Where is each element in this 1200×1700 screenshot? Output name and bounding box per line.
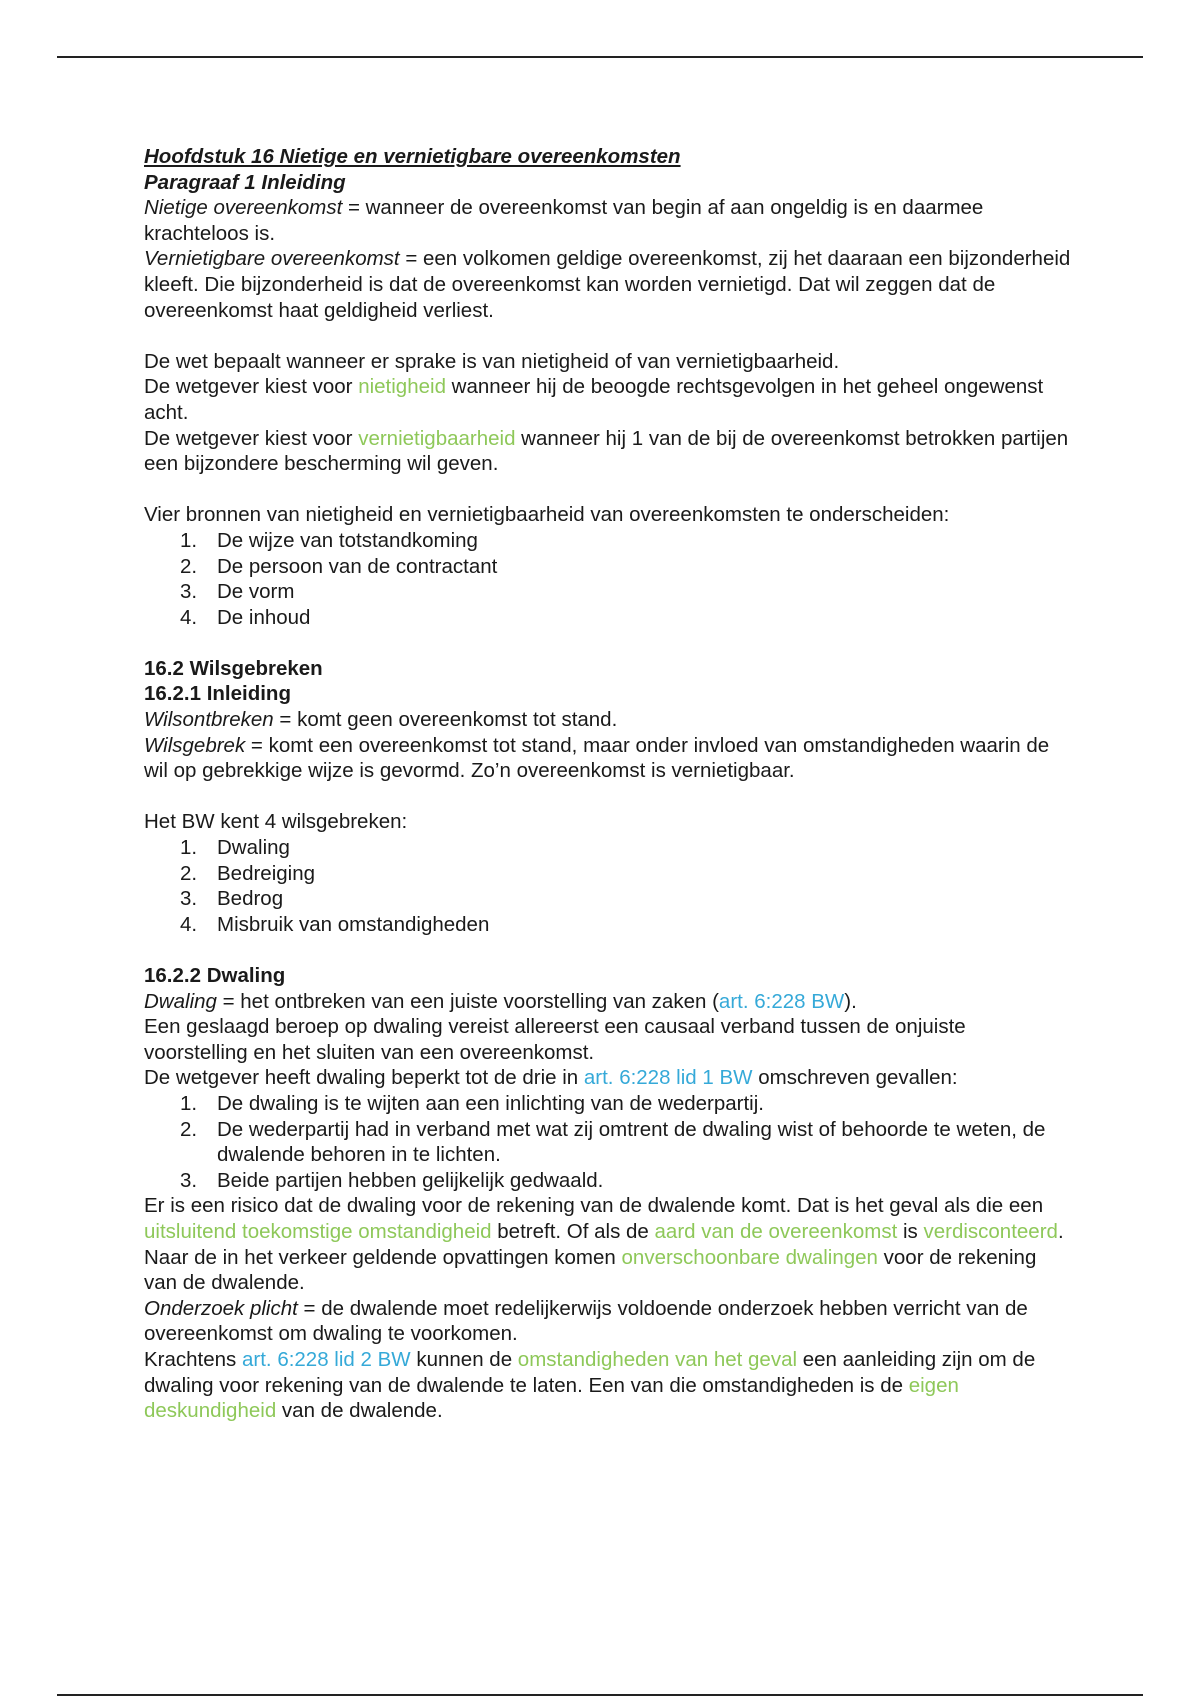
footer-rule bbox=[57, 1694, 1143, 1696]
list-item: 2. De wederpartij had in verband met wat zij omtrent de dwaling wist of behoorde te weten, de dwalende behoren in te lichten. bbox=[180, 1117, 1046, 1167]
term: Onderzoek plicht bbox=[144, 1296, 298, 1320]
term: Wilsgebrek bbox=[144, 733, 246, 757]
term: Nietige overeenkomst bbox=[144, 196, 343, 220]
list-item: 3. De vorm bbox=[180, 580, 295, 604]
highlight-term: uitsluitend toekomstige omstandigheid bbox=[144, 1219, 492, 1243]
paragraph: Vier bronnen van nietigheid en vernietigbaarheid van overeenkomsten te onderscheiden: bbox=[144, 503, 950, 527]
term: Wilsontbreken bbox=[144, 708, 274, 732]
paragraph: De wet bepaalt wanneer er sprake is van nietigheid of van vernietigbaarheid. bbox=[144, 349, 840, 373]
term: Vernietigbare overeenkomst bbox=[144, 247, 400, 271]
list-item: 1. Dwaling bbox=[180, 836, 290, 860]
section-heading: 16.2.1 Inleiding bbox=[144, 682, 291, 706]
header-rule bbox=[57, 56, 1143, 58]
paragraph: De wetgever heeft dwaling beperkt tot de drie in art. 6:228 lid 1 BW omschreven gevallen: bbox=[144, 1066, 958, 1090]
highlight-term: eigen deskundigheid bbox=[144, 1373, 959, 1423]
sources-list bbox=[144, 528, 1074, 630]
definition-onderzoek-plicht: Onderzoek plicht = de dwalende moet redelijkerwijs voldoende onderzoek hebben verricht van de overeenkomst om dwaling te voorkomen. bbox=[144, 1296, 1028, 1346]
highlight-term: omstandigheden van het geval bbox=[517, 1347, 798, 1371]
paragraph-title: Paragraaf 1 Inleiding bbox=[144, 170, 346, 194]
highlight-term: vernietigbaarheid bbox=[358, 426, 516, 450]
paragraph: De wetgever kiest voor nietigheid wanneer hij de beoogde rechtsgevolgen in het geheel ongewenst acht. bbox=[144, 375, 1044, 424]
list-item: 3. Beide partijen hebben gelijkelijk gedwaald. bbox=[180, 1168, 604, 1192]
law-reference: art. 6:228 BW bbox=[718, 989, 845, 1013]
highlight-term: nietigheid bbox=[358, 375, 446, 399]
paragraph: Naar de in het verkeer geldende opvattingen komen onverschoonbare dwalingen voor de rekening van de dwalende. bbox=[144, 1245, 1037, 1295]
list-item: 2. Bedreiging bbox=[180, 861, 316, 885]
paragraph: De wetgever kiest voor vernietigbaarheid wanneer hij 1 van de bij de overeenkomst betrokken partijen een bijzondere bescherming wil geven. bbox=[144, 426, 1069, 476]
law-reference: art. 6:228 lid 2 BW bbox=[242, 1347, 411, 1371]
dwaling-cases-list bbox=[144, 1091, 1074, 1193]
definition-wilsgebrek: Wilsgebrek = komt een overeenkomst tot stand, maar onder invloed van omstandigheden waarin de wil op gebrekkige wijze is gevormd. Zo’n overeenkomst is vernietigbaar. bbox=[144, 733, 1050, 783]
law-reference: art. 6:228 lid 1 BW bbox=[583, 1066, 753, 1090]
list-item: 1. De dwaling is te wijten aan een inlichting van de wederpartij. bbox=[180, 1091, 764, 1115]
definition-wilsontbreken: Wilsontbreken = komt geen overeenkomst tot stand. bbox=[144, 708, 618, 732]
list-item: 2. De persoon van de contractant bbox=[180, 554, 498, 578]
list-item: 4. De inhoud bbox=[180, 605, 311, 629]
definition-dwaling: Dwaling = het ontbreken van een juiste voorstelling van zaken (art. 6:228 BW). bbox=[144, 989, 857, 1013]
paragraph: Het BW kent 4 wilsgebreken: bbox=[144, 810, 408, 834]
definition-vernietigbare-overeenkomst: Vernietigbare overeenkomst = een volkomen geldige overeenkomst, zij het daaraan een bijzonderheid kleeft. Die bijzonderheid is dat de overeenkomst kan worden vernietigd. Dat wil zeggen dat de overeenkomst haat geldigheid verliest. bbox=[144, 247, 1071, 322]
paragraph: Krachtens art. 6:228 lid 2 BW kunnen de omstandigheden van het geval een aanleiding zijn om de dwaling voor rekening van de dwalende te laten. Een van die omstandigheden is de eigen deskundigheid van de dwalende. bbox=[144, 1347, 1036, 1423]
definition-nietige-overeenkomst: Nietige overeenkomst = wanneer de overeenkomst van begin af aan ongeldig is en daarmee krachteloos is. bbox=[144, 196, 984, 245]
highlight-term: verdisconteerd bbox=[923, 1219, 1058, 1243]
wilsgebreken-list bbox=[144, 835, 1074, 937]
list-item: 3. Bedrog bbox=[180, 887, 284, 911]
highlight-term: onverschoonbare dwalingen bbox=[621, 1245, 878, 1269]
chapter-title: Hoofdstuk 16 Nietige en vernietigbare overeenkomsten bbox=[144, 145, 681, 168]
section-heading: 16.2 Wilsgebreken bbox=[144, 656, 323, 680]
section-heading: 16.2.2 Dwaling bbox=[144, 964, 286, 987]
list-item: 4. Misbruik van omstandigheden bbox=[180, 912, 490, 936]
paragraph: Een geslaagd beroep op dwaling vereist allereerst een causaal verband tussen de onjuiste voorstelling en het sluiten van een overeenkomst. bbox=[144, 1015, 966, 1064]
paragraph: Er is een risico dat de dwaling voor de rekening van de dwalende komt. Dat is het geval als die een uitsluitend toekomstige omstandigheid betreft. Of als de aard van de overeenkomst is verdisconteerd. bbox=[144, 1194, 1064, 1243]
highlight-term: aard van de overeenkomst bbox=[654, 1219, 898, 1243]
term: Dwaling bbox=[144, 989, 217, 1013]
list-item: 1. De wijze van totstandkoming bbox=[180, 528, 478, 552]
document-page bbox=[144, 144, 1074, 1424]
